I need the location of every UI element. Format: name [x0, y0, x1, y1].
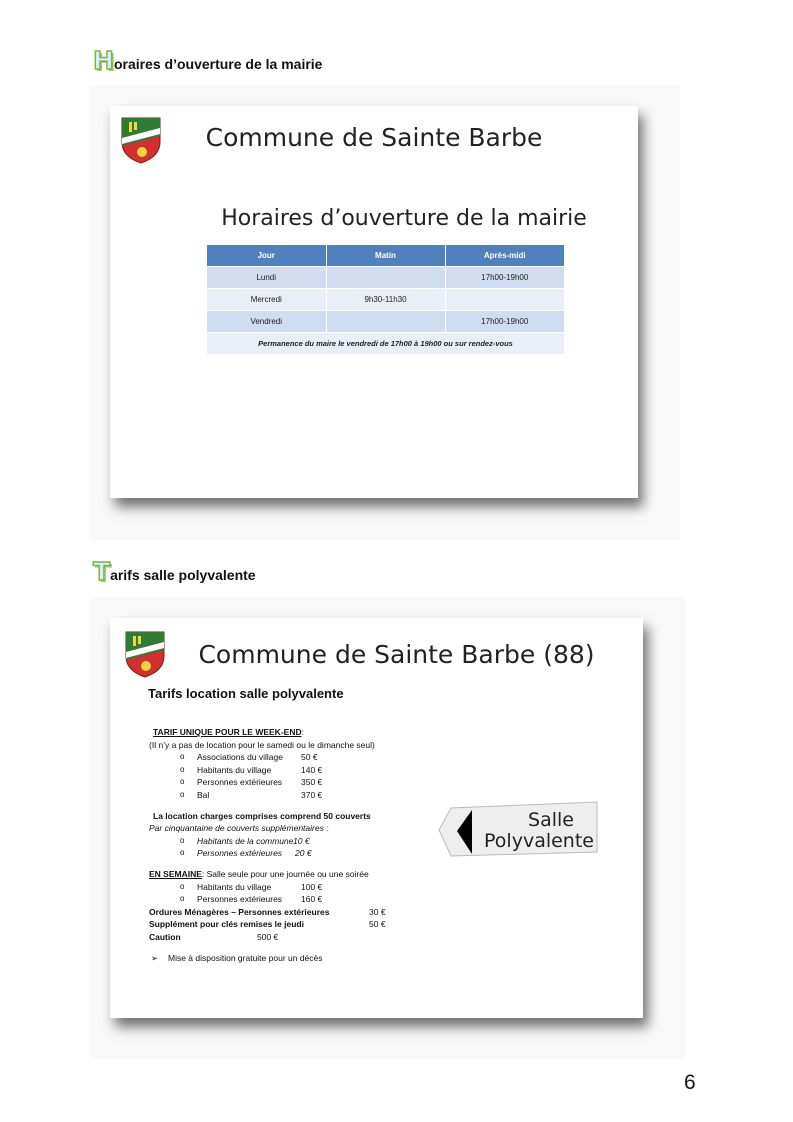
list-item	[153, 847, 386, 860]
extra-price: 30 €	[369, 906, 386, 917]
table-cell: Mercredi	[207, 288, 326, 310]
table-cell	[326, 266, 445, 288]
list-item	[153, 789, 386, 802]
table-footer-row	[207, 332, 564, 354]
table-cell: Lundi	[207, 266, 326, 288]
item-label: Personnes extérieures	[197, 777, 283, 788]
table-cell	[445, 288, 564, 310]
table-row	[207, 288, 564, 310]
decorative-initial: H	[93, 46, 114, 75]
table-cell: Vendredi	[207, 310, 326, 332]
couverts-heading: La location charges comprises comprend 50 couverts	[153, 810, 371, 821]
table-row	[207, 266, 564, 288]
item-price: 50 €	[301, 752, 318, 763]
slide-title: Commune de Sainte Barbe	[205, 123, 543, 152]
bullet-icon: o	[180, 789, 185, 799]
section-heading-horaires	[93, 46, 323, 75]
slide-subtitle: Horaires d’ouverture de la mairie	[221, 206, 587, 231]
deces-text: Mise à disposition gratuite pour un décès	[168, 952, 323, 963]
semaine-note: : Salle seule pour une journée ou une soirée	[201, 868, 369, 879]
list-item	[153, 835, 386, 848]
decorative-initial: T	[93, 557, 111, 586]
semaine-heading-row	[149, 868, 386, 881]
list-item	[153, 764, 386, 777]
slide-tarifs	[110, 618, 643, 1018]
item-price: 100 €	[301, 881, 323, 892]
table-cell	[326, 310, 445, 332]
item-price: 10 €	[293, 835, 310, 846]
table-header: Après-midi	[445, 245, 564, 266]
slide-horaires	[110, 106, 638, 498]
item-price: 20 €	[295, 848, 312, 859]
deces-row	[151, 952, 386, 965]
bullet-icon: o	[180, 777, 185, 787]
couverts-note: Par cinquantaine de couverts supplémentaires :	[149, 823, 329, 834]
weekend-heading: TARIF UNIQUE POUR LE WEEK-END	[153, 727, 302, 737]
extra-row	[149, 918, 386, 931]
item-label: Personnes extérieures	[197, 894, 283, 905]
table-footer: Permanence du maire le vendredi de 17h00 à 19h00 ou sur rendez-vous	[207, 332, 564, 354]
extra-price: 50 €	[369, 919, 386, 930]
bullet-icon: o	[180, 848, 185, 858]
list-item	[153, 893, 386, 906]
list-item	[153, 751, 386, 764]
item-label: Associations du village	[197, 752, 283, 763]
weekend-note: (Il n’y a pas de location pour le samedi ou le dimanche seul)	[149, 739, 375, 750]
table-header-row	[207, 245, 564, 266]
table-cell: 9h30-11h30	[326, 288, 445, 310]
caution-row	[149, 931, 386, 944]
item-label: Personnes extérieures	[197, 848, 283, 859]
list-item	[153, 881, 386, 894]
bullet-icon: o	[180, 881, 185, 891]
table-cell: 17h00-19h00	[445, 266, 564, 288]
slide-title: Commune de Sainte Barbe (88)	[198, 640, 595, 669]
salle-polyvalente-sign	[435, 796, 600, 858]
caution-price: 500 €	[257, 931, 279, 942]
schedule-table	[207, 245, 564, 354]
table-header: Jour	[207, 245, 326, 266]
bullet-icon: o	[180, 752, 185, 762]
item-price: 160 €	[301, 894, 323, 905]
weekend-colon: :	[301, 727, 304, 737]
slide-subtitle: Tarifs location salle polyvalente	[148, 686, 344, 701]
extra-row	[149, 906, 386, 919]
weekend-heading-row	[153, 726, 386, 739]
semaine-heading: EN SEMAINE	[149, 868, 202, 879]
extra-label: Ordures Ménagères – Personnes extérieures	[149, 906, 330, 917]
tarifs-content	[149, 726, 386, 964]
section-heading-text: oraires d’ouverture de la mairie	[113, 56, 323, 72]
item-price: 370 €	[301, 789, 323, 800]
sign-line2: Polyvalente	[484, 830, 594, 852]
table-row	[207, 310, 564, 332]
item-label: Habitants du village	[197, 881, 272, 892]
table-cell: 17h00-19h00	[445, 310, 564, 332]
section-heading-text: arifs salle polyvalente	[110, 567, 256, 583]
bullet-icon: o	[180, 894, 185, 904]
sign-line1: Salle	[528, 809, 574, 831]
item-label: Bal	[197, 789, 210, 800]
section-heading-tarifs	[93, 557, 256, 586]
item-price: 140 €	[301, 764, 323, 775]
bullet-icon: o	[180, 764, 185, 774]
bullet-icon: o	[180, 835, 185, 845]
caution-label: Caution	[149, 931, 181, 942]
item-label: Habitants du village	[197, 764, 272, 775]
list-item	[153, 776, 386, 789]
arrow-bullet-icon: ➢	[151, 952, 159, 963]
item-label: Habitants de la commune	[197, 835, 294, 846]
item-price: 350 €	[301, 777, 323, 788]
page-number: 6	[684, 1071, 696, 1094]
extra-label: Supplément pour clés remises le jeudi	[149, 919, 304, 930]
table-header: Matin	[326, 245, 445, 266]
